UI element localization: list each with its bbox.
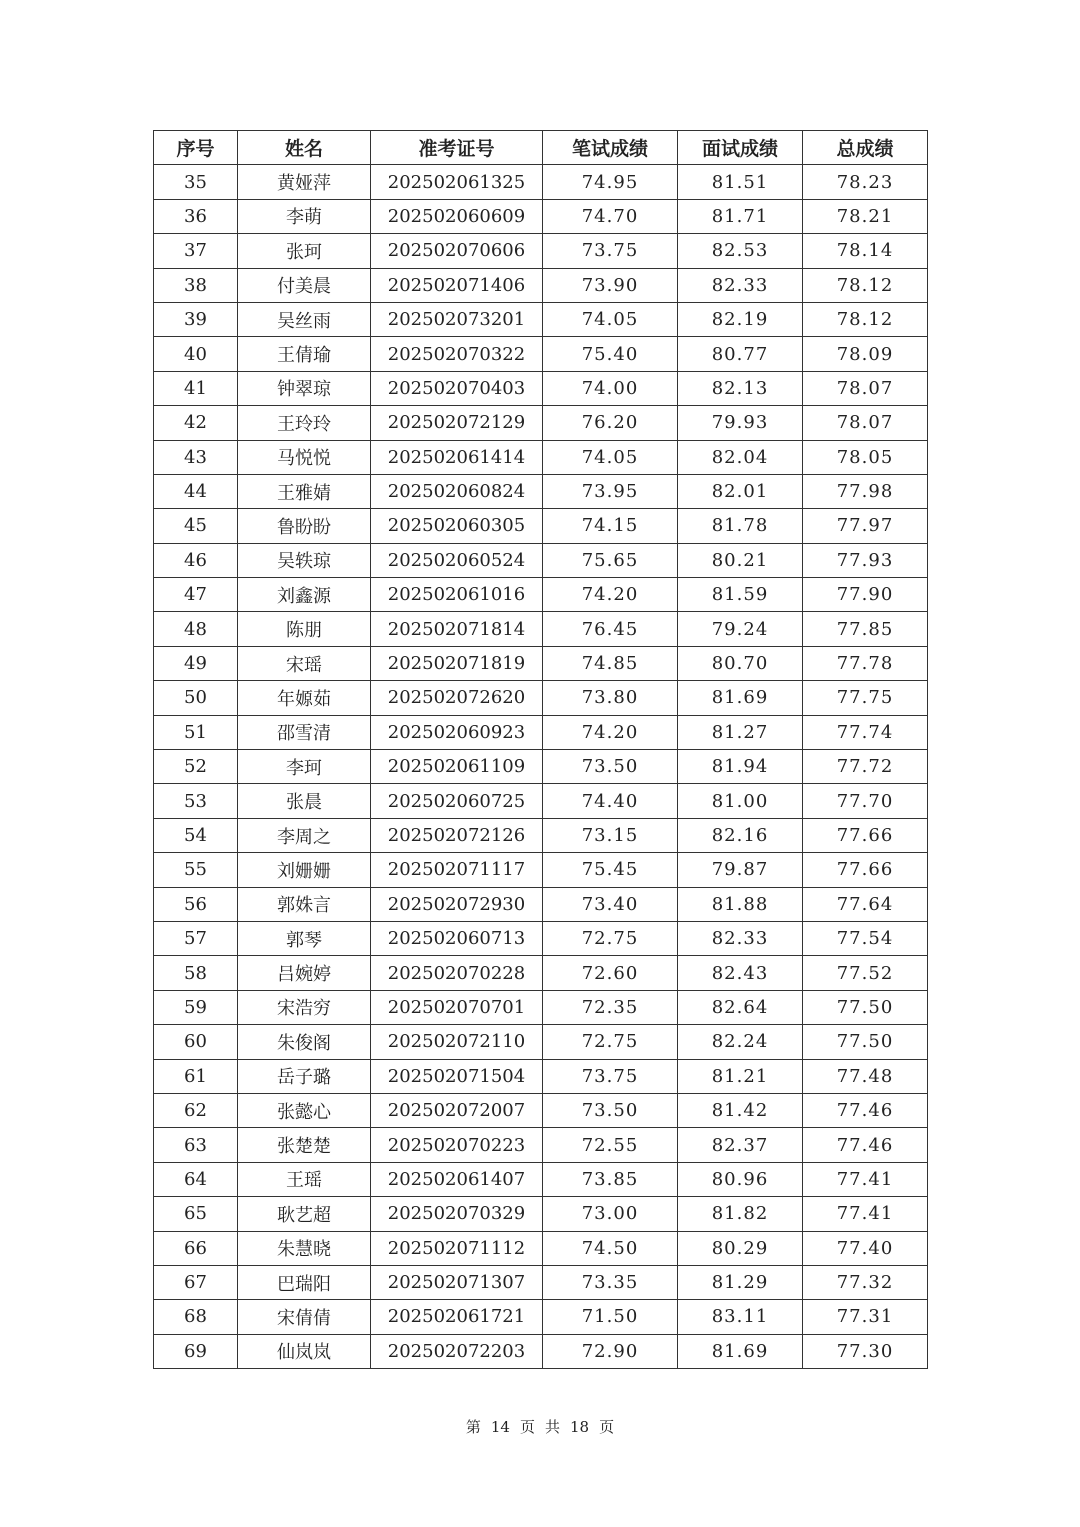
cell-written: 73.75 xyxy=(543,234,678,268)
cell-interview: 82.16 xyxy=(678,818,803,852)
table-row xyxy=(154,887,928,921)
cell-total: 77.30 xyxy=(803,1334,928,1368)
cell-interview: 82.33 xyxy=(678,921,803,955)
cell-seq: 57 xyxy=(154,921,238,955)
cell-interview: 81.94 xyxy=(678,750,803,784)
cell-name: 王瑶 xyxy=(238,1162,371,1196)
cell-interview: 80.70 xyxy=(678,646,803,680)
table-row xyxy=(154,371,928,405)
cell-ticket: 202502061414 xyxy=(371,440,543,474)
cell-interview: 81.42 xyxy=(678,1093,803,1127)
cell-ticket: 202502072129 xyxy=(371,406,543,440)
cell-ticket: 202502072930 xyxy=(371,887,543,921)
cell-name: 郭姝言 xyxy=(238,887,371,921)
cell-written: 73.90 xyxy=(543,268,678,302)
table-row xyxy=(154,1093,928,1127)
cell-interview: 82.37 xyxy=(678,1128,803,1162)
cell-interview: 81.51 xyxy=(678,165,803,199)
cell-seq: 48 xyxy=(154,612,238,646)
table-row xyxy=(154,268,928,302)
cell-interview: 79.24 xyxy=(678,612,803,646)
table-row xyxy=(154,1162,928,1196)
cell-seq: 66 xyxy=(154,1231,238,1265)
footer-total-unit: 页 xyxy=(599,1418,615,1436)
cell-total: 77.32 xyxy=(803,1265,928,1299)
cell-ticket: 202502070322 xyxy=(371,337,543,371)
cell-ticket: 202502061325 xyxy=(371,165,543,199)
table-row xyxy=(154,199,928,233)
footer-total-prefix: 共 xyxy=(545,1418,561,1436)
table-row xyxy=(154,853,928,887)
cell-written: 73.00 xyxy=(543,1197,678,1231)
cell-written: 73.85 xyxy=(543,1162,678,1196)
cell-name: 张珂 xyxy=(238,234,371,268)
cell-ticket: 202502060524 xyxy=(371,543,543,577)
cell-ticket: 202502070228 xyxy=(371,956,543,990)
cell-ticket: 202502071504 xyxy=(371,1059,543,1093)
cell-ticket: 202502070223 xyxy=(371,1128,543,1162)
cell-name: 朱慧晓 xyxy=(238,1231,371,1265)
cell-name: 李周之 xyxy=(238,818,371,852)
header-seq: 序号 xyxy=(154,131,238,165)
cell-interview: 82.01 xyxy=(678,474,803,508)
cell-name: 刘鑫源 xyxy=(238,578,371,612)
cell-total: 77.93 xyxy=(803,543,928,577)
cell-seq: 47 xyxy=(154,578,238,612)
cell-written: 74.05 xyxy=(543,440,678,474)
cell-total: 77.66 xyxy=(803,818,928,852)
table-row xyxy=(154,1197,928,1231)
cell-ticket: 202502060305 xyxy=(371,509,543,543)
cell-total: 77.46 xyxy=(803,1128,928,1162)
cell-interview: 81.27 xyxy=(678,715,803,749)
cell-total: 78.21 xyxy=(803,199,928,233)
cell-total: 77.66 xyxy=(803,853,928,887)
cell-interview: 82.64 xyxy=(678,990,803,1024)
cell-written: 74.20 xyxy=(543,578,678,612)
cell-seq: 43 xyxy=(154,440,238,474)
cell-ticket: 202502071112 xyxy=(371,1231,543,1265)
cell-seq: 62 xyxy=(154,1093,238,1127)
cell-written: 74.40 xyxy=(543,784,678,818)
cell-seq: 38 xyxy=(154,268,238,302)
cell-written: 73.15 xyxy=(543,818,678,852)
table-body xyxy=(154,165,928,1369)
table-row xyxy=(154,302,928,336)
cell-written: 72.75 xyxy=(543,1025,678,1059)
cell-seq: 50 xyxy=(154,681,238,715)
cell-interview: 80.29 xyxy=(678,1231,803,1265)
table-row xyxy=(154,646,928,680)
cell-total: 77.98 xyxy=(803,474,928,508)
cell-interview: 81.82 xyxy=(678,1197,803,1231)
cell-written: 72.75 xyxy=(543,921,678,955)
footer-page-prefix: 第 xyxy=(465,1418,481,1436)
cell-name: 张晨 xyxy=(238,784,371,818)
cell-total: 77.40 xyxy=(803,1231,928,1265)
cell-seq: 44 xyxy=(154,474,238,508)
cell-seq: 52 xyxy=(154,750,238,784)
cell-total: 78.05 xyxy=(803,440,928,474)
table-row xyxy=(154,1059,928,1093)
table-row xyxy=(154,921,928,955)
cell-name: 王倩瑜 xyxy=(238,337,371,371)
table-row xyxy=(154,956,928,990)
cell-total: 77.70 xyxy=(803,784,928,818)
cell-name: 巴瑞阳 xyxy=(238,1265,371,1299)
cell-name: 刘姗姗 xyxy=(238,853,371,887)
cell-interview: 82.43 xyxy=(678,956,803,990)
table-row xyxy=(154,509,928,543)
cell-interview: 81.29 xyxy=(678,1265,803,1299)
cell-seq: 59 xyxy=(154,990,238,1024)
cell-name: 王雅婧 xyxy=(238,474,371,508)
cell-seq: 65 xyxy=(154,1197,238,1231)
cell-total: 78.14 xyxy=(803,234,928,268)
cell-total: 77.41 xyxy=(803,1197,928,1231)
page-footer xyxy=(0,1416,1080,1437)
table-row xyxy=(154,1231,928,1265)
cell-seq: 60 xyxy=(154,1025,238,1059)
cell-seq: 61 xyxy=(154,1059,238,1093)
cell-written: 75.45 xyxy=(543,853,678,887)
cell-written: 73.50 xyxy=(543,1093,678,1127)
cell-total: 77.50 xyxy=(803,1025,928,1059)
cell-interview: 81.78 xyxy=(678,509,803,543)
table-row xyxy=(154,715,928,749)
footer-current-page: 14 xyxy=(490,1418,510,1436)
table-row xyxy=(154,750,928,784)
cell-ticket: 202502061109 xyxy=(371,750,543,784)
cell-total: 77.50 xyxy=(803,990,928,1024)
cell-ticket: 202502060923 xyxy=(371,715,543,749)
cell-name: 宋倩倩 xyxy=(238,1300,371,1334)
cell-total: 78.07 xyxy=(803,371,928,405)
cell-written: 74.95 xyxy=(543,165,678,199)
cell-ticket: 202502070606 xyxy=(371,234,543,268)
cell-total: 77.64 xyxy=(803,887,928,921)
cell-seq: 42 xyxy=(154,406,238,440)
table-row xyxy=(154,578,928,612)
table-row xyxy=(154,681,928,715)
cell-seq: 46 xyxy=(154,543,238,577)
cell-name: 陈朋 xyxy=(238,612,371,646)
cell-name: 王玲玲 xyxy=(238,406,371,440)
cell-written: 72.90 xyxy=(543,1334,678,1368)
cell-written: 74.20 xyxy=(543,715,678,749)
cell-total: 77.31 xyxy=(803,1300,928,1334)
cell-written: 71.50 xyxy=(543,1300,678,1334)
cell-interview: 82.13 xyxy=(678,371,803,405)
cell-seq: 35 xyxy=(154,165,238,199)
cell-ticket: 202502061016 xyxy=(371,578,543,612)
footer-page-unit: 页 xyxy=(519,1418,535,1436)
cell-written: 75.40 xyxy=(543,337,678,371)
cell-ticket: 202502072620 xyxy=(371,681,543,715)
cell-ticket: 202502072110 xyxy=(371,1025,543,1059)
cell-written: 74.50 xyxy=(543,1231,678,1265)
cell-interview: 81.71 xyxy=(678,199,803,233)
cell-interview: 79.93 xyxy=(678,406,803,440)
cell-ticket: 202502071819 xyxy=(371,646,543,680)
table-row xyxy=(154,1300,928,1334)
cell-total: 78.09 xyxy=(803,337,928,371)
cell-interview: 81.88 xyxy=(678,887,803,921)
cell-interview: 80.96 xyxy=(678,1162,803,1196)
cell-name: 吴丝雨 xyxy=(238,302,371,336)
cell-name: 吕婉婷 xyxy=(238,956,371,990)
table-row xyxy=(154,474,928,508)
cell-interview: 80.21 xyxy=(678,543,803,577)
cell-name: 张懿心 xyxy=(238,1093,371,1127)
cell-seq: 56 xyxy=(154,887,238,921)
cell-interview: 82.33 xyxy=(678,268,803,302)
table-row xyxy=(154,818,928,852)
cell-total: 77.90 xyxy=(803,578,928,612)
table-row xyxy=(154,612,928,646)
header-written: 笔试成绩 xyxy=(543,131,678,165)
cell-seq: 69 xyxy=(154,1334,238,1368)
cell-total: 78.12 xyxy=(803,268,928,302)
cell-written: 74.15 xyxy=(543,509,678,543)
cell-total: 77.41 xyxy=(803,1162,928,1196)
cell-name: 李萌 xyxy=(238,199,371,233)
cell-name: 张楚楚 xyxy=(238,1128,371,1162)
cell-ticket: 202502060609 xyxy=(371,199,543,233)
cell-name: 仙岚岚 xyxy=(238,1334,371,1368)
table-row xyxy=(154,1025,928,1059)
table-row xyxy=(154,337,928,371)
table-row xyxy=(154,1334,928,1368)
cell-interview: 82.04 xyxy=(678,440,803,474)
cell-seq: 41 xyxy=(154,371,238,405)
cell-total: 77.46 xyxy=(803,1093,928,1127)
cell-ticket: 202502061407 xyxy=(371,1162,543,1196)
cell-total: 77.72 xyxy=(803,750,928,784)
cell-seq: 36 xyxy=(154,199,238,233)
cell-name: 黄娅萍 xyxy=(238,165,371,199)
cell-total: 77.85 xyxy=(803,612,928,646)
table-row xyxy=(154,234,928,268)
cell-name: 朱俊阁 xyxy=(238,1025,371,1059)
table-row xyxy=(154,406,928,440)
cell-total: 78.23 xyxy=(803,165,928,199)
cell-name: 鲁盼盼 xyxy=(238,509,371,543)
cell-written: 74.70 xyxy=(543,199,678,233)
table-row xyxy=(154,990,928,1024)
cell-seq: 40 xyxy=(154,337,238,371)
cell-written: 73.35 xyxy=(543,1265,678,1299)
header-total: 总成绩 xyxy=(803,131,928,165)
cell-seq: 64 xyxy=(154,1162,238,1196)
cell-name: 付美晨 xyxy=(238,268,371,302)
cell-seq: 67 xyxy=(154,1265,238,1299)
cell-total: 77.78 xyxy=(803,646,928,680)
cell-name: 年嫄茹 xyxy=(238,681,371,715)
cell-seq: 53 xyxy=(154,784,238,818)
score-table xyxy=(153,130,928,1369)
cell-seq: 54 xyxy=(154,818,238,852)
cell-name: 吴轶琼 xyxy=(238,543,371,577)
cell-written: 76.45 xyxy=(543,612,678,646)
table-row xyxy=(154,440,928,474)
cell-total: 77.48 xyxy=(803,1059,928,1093)
cell-total: 77.97 xyxy=(803,509,928,543)
footer-total-pages: 18 xyxy=(570,1418,590,1436)
cell-total: 78.12 xyxy=(803,302,928,336)
cell-name: 宋浩穷 xyxy=(238,990,371,1024)
cell-total: 77.52 xyxy=(803,956,928,990)
cell-ticket: 202502060824 xyxy=(371,474,543,508)
cell-seq: 68 xyxy=(154,1300,238,1334)
cell-ticket: 202502071814 xyxy=(371,612,543,646)
cell-name: 马悦悦 xyxy=(238,440,371,474)
cell-seq: 58 xyxy=(154,956,238,990)
cell-interview: 80.77 xyxy=(678,337,803,371)
cell-seq: 37 xyxy=(154,234,238,268)
cell-total: 77.74 xyxy=(803,715,928,749)
header-name: 姓名 xyxy=(238,131,371,165)
cell-ticket: 202502071406 xyxy=(371,268,543,302)
cell-written: 73.80 xyxy=(543,681,678,715)
table-row xyxy=(154,1128,928,1162)
cell-ticket: 202502071117 xyxy=(371,853,543,887)
cell-total: 77.54 xyxy=(803,921,928,955)
cell-ticket: 202502072203 xyxy=(371,1334,543,1368)
cell-seq: 63 xyxy=(154,1128,238,1162)
cell-seq: 51 xyxy=(154,715,238,749)
table-row xyxy=(154,165,928,199)
cell-written: 73.40 xyxy=(543,887,678,921)
cell-interview: 82.53 xyxy=(678,234,803,268)
cell-seq: 45 xyxy=(154,509,238,543)
cell-seq: 55 xyxy=(154,853,238,887)
cell-interview: 81.59 xyxy=(678,578,803,612)
cell-name: 郭琴 xyxy=(238,921,371,955)
cell-ticket: 202502070329 xyxy=(371,1197,543,1231)
cell-interview: 79.87 xyxy=(678,853,803,887)
cell-written: 75.65 xyxy=(543,543,678,577)
cell-name: 李珂 xyxy=(238,750,371,784)
table-row xyxy=(154,1265,928,1299)
table-header-row xyxy=(154,131,928,165)
cell-name: 邵雪清 xyxy=(238,715,371,749)
cell-name: 宋瑶 xyxy=(238,646,371,680)
cell-interview: 81.21 xyxy=(678,1059,803,1093)
cell-name: 钟翠琼 xyxy=(238,371,371,405)
cell-written: 74.00 xyxy=(543,371,678,405)
cell-ticket: 202502061721 xyxy=(371,1300,543,1334)
cell-interview: 82.24 xyxy=(678,1025,803,1059)
cell-written: 72.55 xyxy=(543,1128,678,1162)
table-row xyxy=(154,543,928,577)
cell-interview: 83.11 xyxy=(678,1300,803,1334)
cell-seq: 39 xyxy=(154,302,238,336)
cell-ticket: 202502072126 xyxy=(371,818,543,852)
cell-written: 72.35 xyxy=(543,990,678,1024)
cell-ticket: 202502072007 xyxy=(371,1093,543,1127)
cell-ticket: 202502073201 xyxy=(371,302,543,336)
table-row xyxy=(154,784,928,818)
cell-interview: 81.69 xyxy=(678,1334,803,1368)
cell-total: 78.07 xyxy=(803,406,928,440)
cell-written: 73.50 xyxy=(543,750,678,784)
cell-name: 耿艺超 xyxy=(238,1197,371,1231)
cell-seq: 49 xyxy=(154,646,238,680)
cell-written: 76.20 xyxy=(543,406,678,440)
cell-ticket: 202502070403 xyxy=(371,371,543,405)
cell-ticket: 202502071307 xyxy=(371,1265,543,1299)
cell-total: 77.75 xyxy=(803,681,928,715)
cell-name: 岳子璐 xyxy=(238,1059,371,1093)
cell-written: 74.85 xyxy=(543,646,678,680)
cell-written: 74.05 xyxy=(543,302,678,336)
cell-written: 72.60 xyxy=(543,956,678,990)
header-ticket: 准考证号 xyxy=(371,131,543,165)
cell-interview: 82.19 xyxy=(678,302,803,336)
cell-interview: 81.00 xyxy=(678,784,803,818)
header-interview: 面试成绩 xyxy=(678,131,803,165)
cell-written: 73.95 xyxy=(543,474,678,508)
cell-written: 73.75 xyxy=(543,1059,678,1093)
cell-ticket: 202502060725 xyxy=(371,784,543,818)
cell-interview: 81.69 xyxy=(678,681,803,715)
cell-ticket: 202502070701 xyxy=(371,990,543,1024)
cell-ticket: 202502060713 xyxy=(371,921,543,955)
